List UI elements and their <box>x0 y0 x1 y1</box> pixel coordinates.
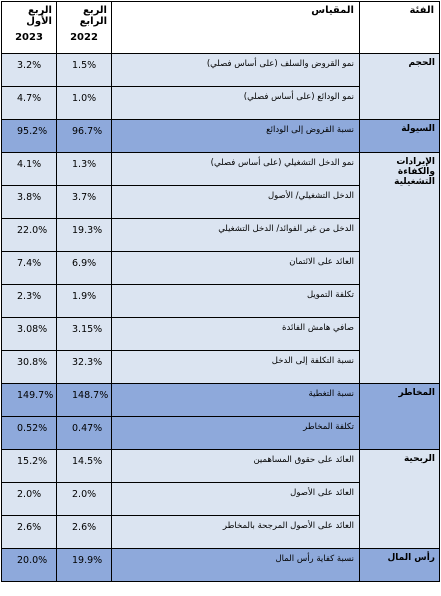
table-row <box>2 120 440 153</box>
q4-2022-value: 1.9% <box>57 285 112 318</box>
q4-2022-value: 3.7% <box>57 186 112 219</box>
metric-label: الدخل التشغيلي/ الأصول <box>112 186 360 219</box>
header-q1-2023-label: الربع الأول <box>26 5 52 27</box>
metric-label: نمو القروض والسلف (على أساس فصلي) <box>112 54 360 87</box>
metric-label: الدخل من غير الفوائد/ الدخل التشغيلي <box>112 219 360 252</box>
header-category-label: الفئة <box>409 5 434 16</box>
q4-2022-value: 14.5% <box>57 450 112 483</box>
q1-2023-value: 95.2% <box>2 120 57 153</box>
q1-2023-value: 2.0% <box>2 483 57 516</box>
q4-2022-value: 148.7% <box>57 384 112 417</box>
table-row <box>2 153 440 186</box>
q4-2022-value: 0.47% <box>57 417 112 450</box>
metric-label: صافي هامش الفائدة <box>112 318 360 351</box>
q1-2023-value: 2.3% <box>2 285 57 318</box>
metrics-table <box>1 1 440 582</box>
table-row <box>2 549 440 582</box>
table-row <box>2 54 440 87</box>
header-q4-2022-year: 2022 <box>70 32 98 43</box>
q4-2022-value: 1.0% <box>57 87 112 120</box>
category-liquidity: السيولة <box>360 120 440 153</box>
q1-2023-value: 20.0% <box>2 549 57 582</box>
metric-label: تكلفة التمويل <box>112 285 360 318</box>
category-volume: الحجم <box>360 54 440 120</box>
metric-label: نسبة التكلفة إلى الدخل <box>112 351 360 384</box>
q1-2023-value: 30.8% <box>2 351 57 384</box>
q4-2022-value: 2.6% <box>57 516 112 549</box>
metric-label: تكلفة المخاطر <box>112 417 360 450</box>
header-q4-2022-label: الربع الرابع <box>79 5 107 27</box>
metric-label: العائد على حقوق المساهمين <box>112 450 360 483</box>
q4-2022-value: 2.0% <box>57 483 112 516</box>
q4-2022-value: 96.7% <box>57 120 112 153</box>
metric-label: العائد على الائتمان <box>112 252 360 285</box>
header-metric-label: المقياس <box>311 5 354 16</box>
metric-label: نسبة كفاية رأس المال <box>112 549 360 582</box>
q1-2023-value: 149.7% <box>2 384 57 417</box>
q4-2022-value: 19.3% <box>57 219 112 252</box>
category-capital: رأس المال <box>360 549 440 582</box>
q4-2022-value: 1.5% <box>57 54 112 87</box>
q1-2023-value: 4.1% <box>2 153 57 186</box>
header-category <box>360 2 440 54</box>
q4-2022-value: 6.9% <box>57 252 112 285</box>
header-q1-2023 <box>2 2 57 54</box>
q4-2022-value: 3.15% <box>57 318 112 351</box>
category-profitability: الربحية <box>360 450 440 549</box>
q1-2023-value: 3.2% <box>2 54 57 87</box>
metric-label: العائد على الأصول <box>112 483 360 516</box>
table-row <box>2 384 440 417</box>
q1-2023-value: 3.8% <box>2 186 57 219</box>
q1-2023-value: 22.0% <box>2 219 57 252</box>
q4-2022-value: 32.3% <box>57 351 112 384</box>
q1-2023-value: 2.6% <box>2 516 57 549</box>
q1-2023-value: 7.4% <box>2 252 57 285</box>
header-q1-2023-year: 2023 <box>15 32 43 43</box>
category-revenue-efficiency: الإيرادات والكفاءة التشغيلية <box>360 153 440 384</box>
q1-2023-value: 3.08% <box>2 318 57 351</box>
q4-2022-value: 19.9% <box>57 549 112 582</box>
q4-2022-value: 1.3% <box>57 153 112 186</box>
q1-2023-value: 15.2% <box>2 450 57 483</box>
metric-label: نمو الدخل التشغيلي (على أساس فصلي) <box>112 153 360 186</box>
header-q4-2022 <box>57 2 112 54</box>
category-risk: المخاطر <box>360 384 440 450</box>
header-row <box>2 2 440 54</box>
q1-2023-value: 4.7% <box>2 87 57 120</box>
q1-2023-value: 0.52% <box>2 417 57 450</box>
metric-label: نمو الودائع (على أساس فصلي) <box>112 87 360 120</box>
metric-label: العائد على الأصول المرجحة بالمخاطر <box>112 516 360 549</box>
header-metric <box>112 2 360 54</box>
metric-label: نسبة القروض إلى الودائع <box>112 120 360 153</box>
table-row <box>2 450 440 483</box>
metric-label: نسبة التغطية <box>112 384 360 417</box>
